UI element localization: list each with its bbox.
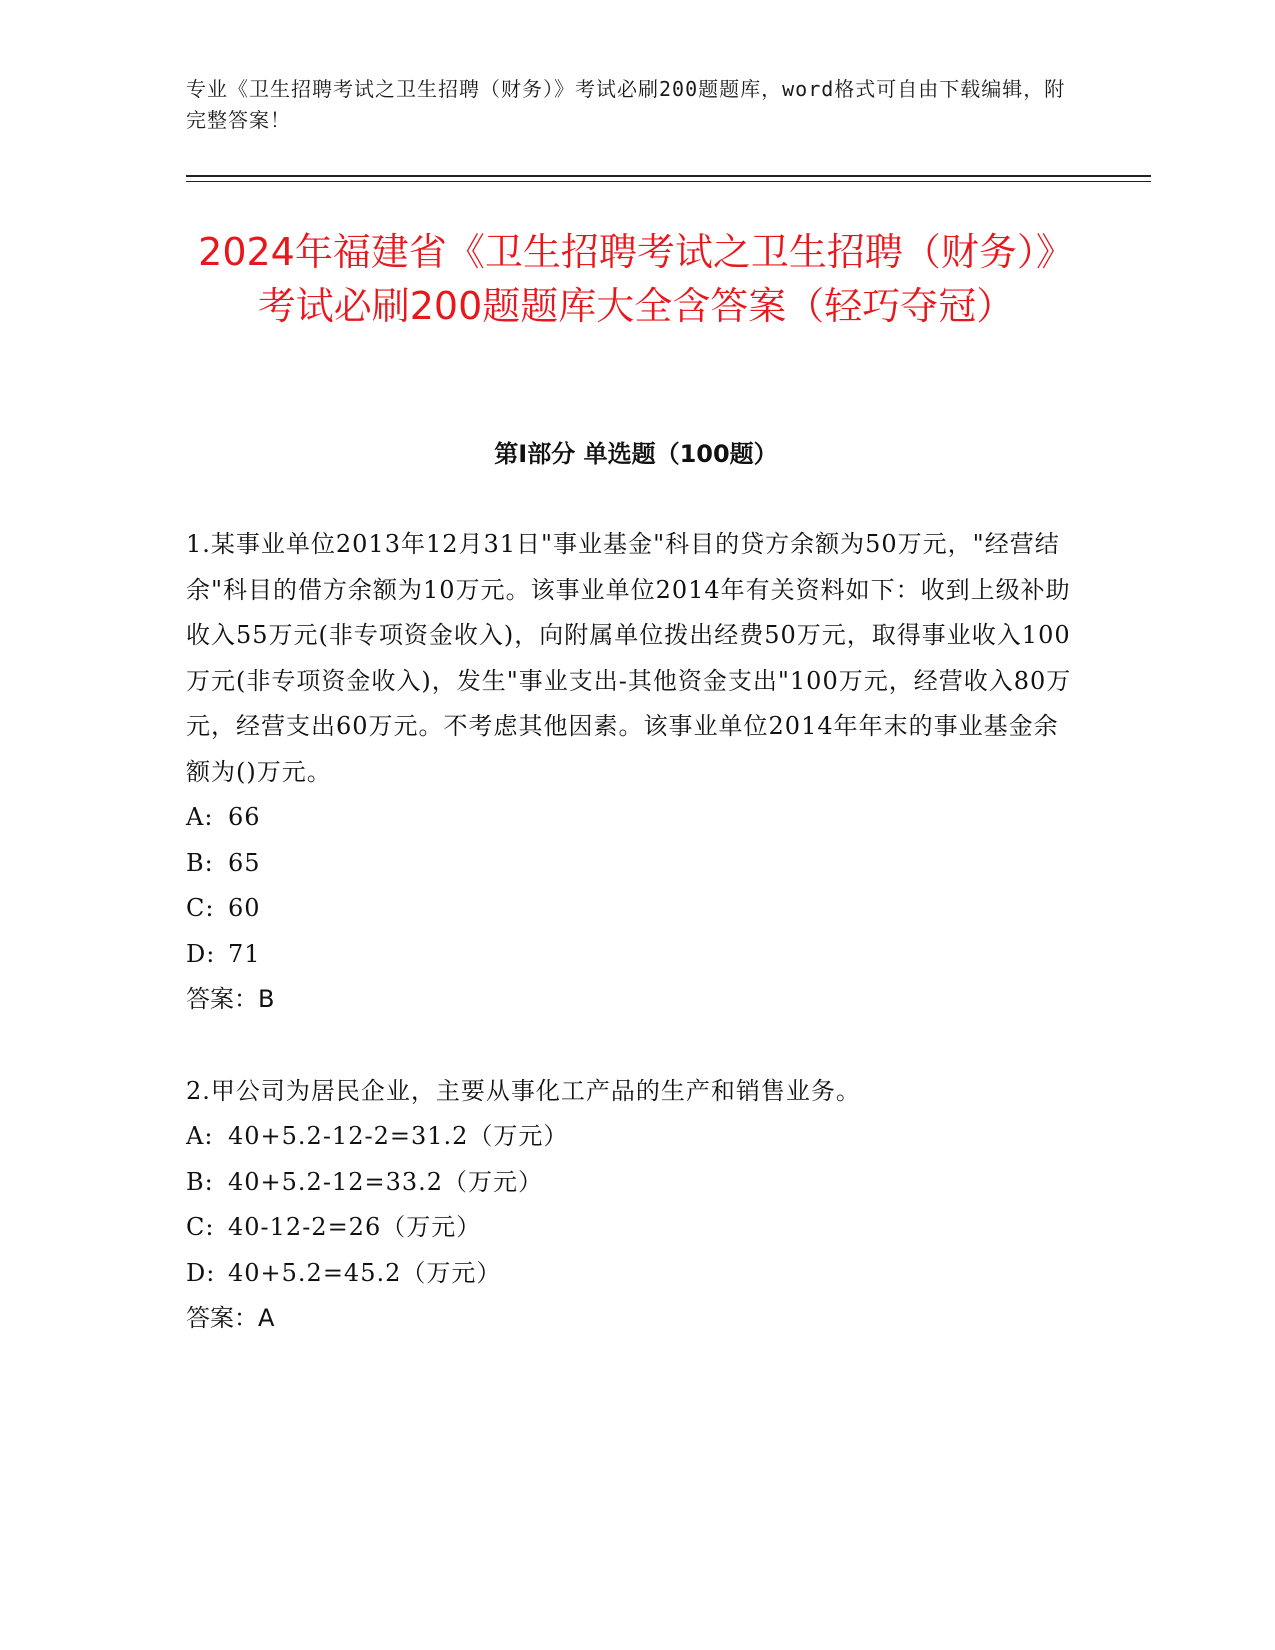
header-divider-thin: [186, 181, 1151, 182]
option-d: [186, 1251, 1076, 1297]
document-title: 2024年福建省《卫生招聘考试之卫生招聘（财务）》考试必刷200题题库大全含答案（轻巧夺冠）: [198, 230, 1074, 328]
question-list: [186, 522, 1076, 1388]
option-text: 60: [228, 894, 261, 922]
option-text: 40+5.2=45.2（万元）: [228, 1258, 502, 1287]
option-a: [186, 1114, 1076, 1160]
section-title: 第I部分 单选题（100题）: [494, 440, 778, 468]
option-text: 40-12-2=26（万元）: [228, 1213, 482, 1241]
option-text: 71: [228, 939, 261, 968]
option-c: [186, 1205, 1076, 1251]
option-key: B:: [186, 1167, 214, 1196]
option-key: A:: [186, 803, 214, 831]
option-key: D:: [186, 939, 216, 968]
option-key: D:: [186, 1258, 216, 1287]
option-c: [186, 886, 1076, 932]
option-text: 66: [228, 803, 261, 831]
option-a: [186, 795, 1076, 841]
option-text: 40+5.2-12-2=31.2（万元）: [228, 1122, 569, 1150]
answer: 答案：A: [186, 1304, 275, 1332]
option-text: 65: [228, 848, 261, 877]
option-text: 40+5.2-12=33.2（万元）: [228, 1167, 544, 1196]
question-stem: 2.甲公司为居民企业，主要从事化工产品的生产和销售业务。: [186, 1076, 861, 1105]
option-d: [186, 932, 1076, 978]
header-note: 专业《卫生招聘考试之卫生招聘（财务）》考试必刷200题题库，word格式可自由下载编辑，附完整答案！: [186, 77, 1066, 132]
option-key: C:: [186, 1213, 215, 1241]
option-key: B:: [186, 848, 214, 877]
question-stem: 1.某事业单位2013年12月31日"事业基金"科目的贷方余额为50万元，"经营结余"科目的借方余额为10万元。该事业单位2014年有关资料如下：收到上级补助收入55万元(非专项资金收入)，向附属单位拨出经费50万元，取得事业收入100万元(非专项资金收入)，发生"事业支出-其他资金支出"100万元，经营收入80万元，经营支出60万元。不考虑其他因素。该事业单位2014年年末的事业基金余额为()万元。: [186, 530, 1072, 786]
option-key: C:: [186, 894, 215, 922]
question-2: [186, 1069, 1076, 1342]
option-b: [186, 1160, 1076, 1206]
question-1: [186, 522, 1076, 1023]
answer: 答案：B: [186, 985, 275, 1013]
header-divider-thick: [186, 175, 1151, 177]
option-b: [186, 841, 1076, 887]
option-key: A:: [186, 1122, 214, 1150]
